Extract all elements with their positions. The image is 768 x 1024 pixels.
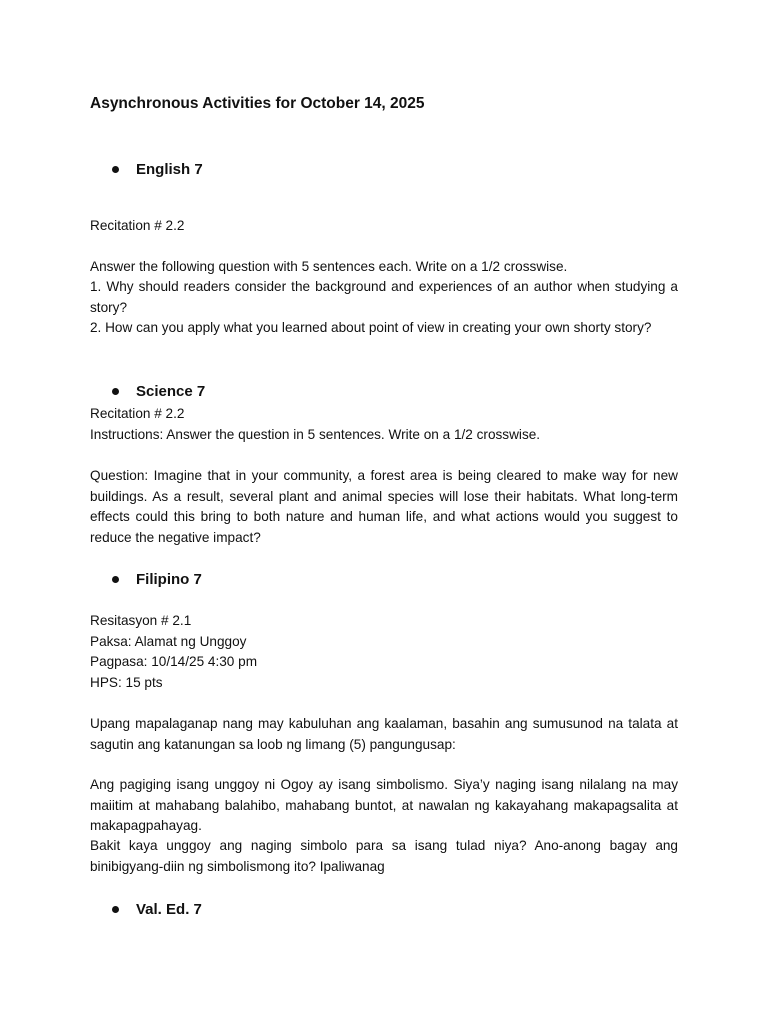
section-heading-english	[112, 159, 700, 181]
science-recitation: Recitation # 2.2	[90, 406, 185, 421]
section-heading-label: Val. Ed. 7	[136, 901, 202, 918]
science-instruction: Instructions: Answer the question in 5 sentences. Write on a 1/2 crosswise.	[90, 427, 541, 442]
english-question-1: 1. Why should readers consider the background and experiences of an author when studying a story?	[90, 279, 678, 315]
section-heading-science	[112, 381, 700, 403]
section-heading-filipino	[112, 569, 700, 591]
filipino-hps: HPS: 15 pts	[90, 675, 163, 690]
section-heading-label: Filipino 7	[136, 571, 202, 588]
filipino-pagpasa: Pagpasa: 10/14/25 4:30 pm	[90, 654, 258, 669]
section-heading-label: Science 7	[136, 383, 206, 400]
filipino-resitasyon: Resitasyon # 2.1	[90, 613, 192, 628]
bullet-icon	[112, 906, 119, 913]
science-question: Question: Imagine that in your community, a forest area is being cleared to make way for new buildings. As a result, several plant and animal species will lose their habitats. What long-term effects could this bring to both nature and human life, and what actions would you suggest to reduce the negative impact?	[90, 468, 678, 545]
filipino-passage: Ang pagiging isang unggoy ni Ogoy ay isang simbolismo. Siya’y naging isang nilalang na may maiitim at mahabang balahibo, mahabang buntot, at nawalan ng kakayahang makapagsalita at makapagpahayag.	[90, 777, 678, 833]
bullet-icon	[112, 576, 119, 583]
english-recitation: Recitation # 2.2	[90, 218, 185, 233]
english-instruction: Answer the following question with 5 sentences each. Write on a 1/2 crosswise.	[90, 259, 568, 274]
bullet-icon	[112, 166, 119, 173]
bullet-icon	[112, 388, 119, 395]
english-question-2: 2. How can you apply what you learned about point of view in creating your own shorty story?	[90, 320, 652, 335]
filipino-instruction: Upang mapalaganap nang may kabuluhan ang kaalaman, basahin ang sumusunod na talata at sagutin ang katanungan sa loob ng limang (5) pangungusap:	[90, 716, 678, 752]
filipino-paksa: Paksa: Alamat ng Unggoy	[90, 634, 247, 649]
filipino-question: Bakit kaya unggoy ang naging simbolo para sa isang tulad niya? Ano-anong bagay ang binibigyang-diin ng simbolismong ito? Ipaliwanag	[90, 838, 678, 874]
section-heading-valed	[112, 899, 700, 921]
section-heading-label: English 7	[136, 161, 203, 178]
page-title: Asynchronous Activities for October 14, 2025	[90, 95, 425, 112]
